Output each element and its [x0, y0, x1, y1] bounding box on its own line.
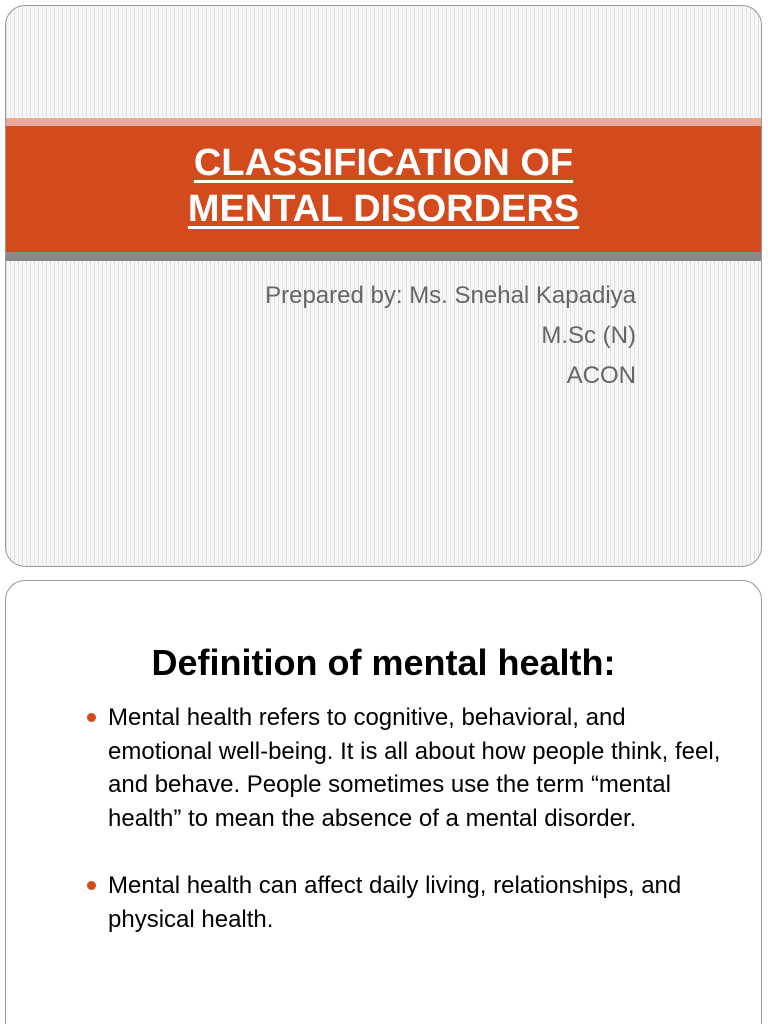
bullet-text: Mental health can affect daily living, relationships, and physical health. — [108, 872, 682, 933]
subtitle-degree: M.Sc (N) — [541, 322, 636, 349]
title-band-top-stripe — [6, 118, 761, 126]
bullet-dot-icon — [87, 713, 96, 722]
subtitle-institution: ACON — [566, 362, 636, 389]
slide-title-line-1: CLASSIFICATION OF — [193, 142, 574, 184]
bullet-item — [84, 869, 724, 936]
bullet-dot-icon — [87, 881, 96, 890]
definition-heading: Definition of mental health: — [151, 642, 616, 683]
bullet-list — [84, 701, 724, 970]
slide-subtitle — [265, 276, 636, 396]
bullet-item — [84, 701, 724, 835]
slide-title — [6, 140, 761, 232]
slide-title-line-2: MENTAL DISORDERS — [187, 188, 580, 230]
title-band-bottom-stripe — [6, 252, 761, 261]
bullet-text: Mental health refers to cognitive, behavioral, and emotional well-being. It is all about how people think, feel, and behave. People sometimes use the term “mental health” to mean the absence of a mental disorder. — [108, 704, 721, 832]
definition-slide — [5, 580, 762, 1024]
subtitle-author: Prepared by: Ms. Snehal Kapadiya — [265, 282, 636, 309]
title-slide — [5, 5, 762, 567]
